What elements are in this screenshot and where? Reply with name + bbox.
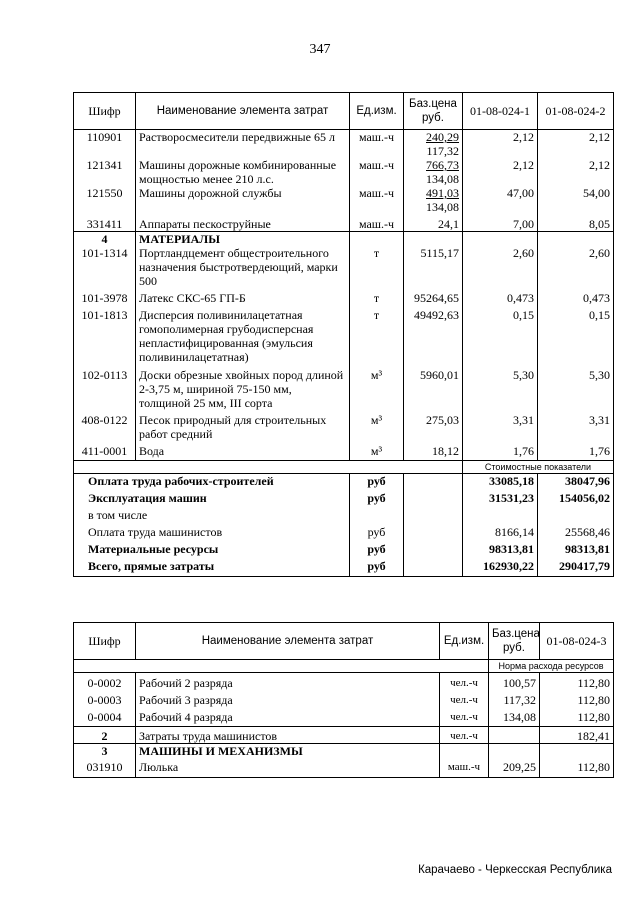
row-code: 411-0001 [81,444,128,458]
row-value-b: 0,473 [538,288,614,305]
page-number: 347 [309,42,331,57]
price-value: 491,03 [426,186,459,200]
row-price: 100,57 [489,673,540,691]
price-value-2: 117,32 [426,144,459,158]
row-price: 49492,63 [404,305,463,364]
row-price [489,727,540,744]
summary-row [74,508,614,525]
table-row [74,305,614,364]
row-value-a: 5,30 [463,364,538,410]
cost-caption-row [74,461,614,474]
price-value-2: 134,08 [426,172,459,186]
row-name: Рабочий 3 разряда [136,690,440,707]
row-unit: т [350,288,404,305]
summary-unit: руб [350,474,404,492]
header-unit: Ед.изм. [350,93,404,130]
row-value-b: 2,12 [538,158,614,186]
resource-table-1 [73,92,614,577]
summary-value-b: 154056,02 [538,491,614,508]
table-row [74,130,614,159]
row-value-b: 5,30 [538,364,614,410]
row-unit: маш.-ч [350,214,404,232]
row-value-a: 0,473 [463,288,538,305]
row-unit: маш.-ч [350,158,404,186]
row-unit: чел.-ч [440,673,489,691]
summary-name: Эксплуатация машин [88,491,207,505]
header-unit: Ед.изм. [440,623,489,660]
row-value-a: 112,80 [540,707,614,727]
row-code: 031910 [86,760,123,774]
row-value-b: 8,05 [538,214,614,232]
summary-unit: руб [350,491,404,508]
row-price: 209,25 [489,758,540,778]
table-row [74,673,614,691]
summary-row [74,474,614,492]
summary-unit: руб [350,542,404,559]
summary-unit: руб [350,559,404,577]
row-unit: маш.-ч [350,130,404,159]
row-price [404,186,463,214]
summary-value-a: 33085,18 [463,474,538,492]
header-col-a: 01-08-024-3 [540,623,614,660]
row-value-b: 2,12 [538,130,614,159]
row-value-a: 7,00 [463,214,538,232]
header-price: Баз.цена руб. [489,623,540,660]
row-price: 95264,65 [404,288,463,305]
row-code: 121341 [86,158,123,172]
row-price: 275,03 [404,410,463,441]
row-price [404,158,463,186]
row-value-b: 2,60 [538,246,614,288]
row-value-a: 47,00 [463,186,538,214]
row-value-a: 2,60 [463,246,538,288]
row-code: 121550 [86,186,123,200]
table-row [74,758,614,778]
row-unit: т [350,246,404,288]
summary-row [74,559,614,577]
price-value: 766,73 [426,158,459,172]
row-value-a: 1,76 [463,441,538,461]
row-code: 101-1314 [81,246,128,260]
summary-name: Оплата труда машинистов [88,525,223,539]
summary-value-a: 98313,81 [463,542,538,559]
row-name: Машины дорожные комбинированные мощностью менее 210 л.с. [136,158,350,186]
table-row [74,690,614,707]
row-unit: т [350,305,404,364]
row-code: 0-0002 [87,676,122,690]
row-unit: маш.-ч [440,758,489,778]
row-price: 5960,01 [404,364,463,410]
table-row [74,186,614,214]
footer-region: Карачаево - Черкесская Республика [418,864,612,876]
summary-row [74,525,614,542]
cost-caption: Стоимостные показатели [463,461,614,474]
row-value-a: 2,12 [463,130,538,159]
summary-unit: руб [350,525,404,542]
row-unit: м³ [350,441,404,461]
row-value-a: 112,80 [540,758,614,778]
summary-value-a: 31531,23 [463,491,538,508]
header-code: Шифр [74,93,136,130]
norm-caption-row [74,660,614,673]
row-value-b: 1,76 [538,441,614,461]
row-name: Песок природный для строительных работ средний [136,410,350,441]
section-row [74,232,614,247]
table-row [74,441,614,461]
section-row [74,744,614,759]
price-value: 240,29 [426,130,459,144]
row-value-a: 112,80 [540,690,614,707]
row-unit: чел.-ч [440,690,489,707]
row-code: 101-3978 [81,291,128,305]
table-row [74,727,614,744]
row-code: 2 [74,727,136,744]
summary-value-b: 25568,46 [538,525,614,542]
table-row [74,214,614,232]
row-price: 5115,17 [404,246,463,288]
row-name: Затраты труда машинистов [136,727,440,744]
row-code: 102-0113 [81,368,128,382]
summary-name: в том числе [88,508,148,522]
table-header-row [74,623,614,660]
row-value-a: 3,31 [463,410,538,441]
header-col-a: 01-08-024-1 [463,93,538,130]
row-name: Дисперсия поливинилацетатная гомополимерная грубодисперсная непластифицированная (эмульсия поливинилацетатная) [136,305,350,364]
row-value-a: 182,41 [540,727,614,744]
norm-caption: Норма расхода ресурсов [489,660,614,673]
row-unit: м³ [350,410,404,441]
row-name: Рабочий 2 разряда [136,673,440,691]
table-row [74,288,614,305]
section-title: МАТЕРИАЛЫ [136,232,350,247]
row-name: Машины дорожной службы [136,186,350,214]
row-code: 0-0003 [87,693,122,707]
row-price: 134,08 [489,707,540,727]
row-unit: чел.-ч [440,727,489,744]
row-price: 117,32 [489,690,540,707]
header-name: Наименование элемента затрат [136,93,350,130]
row-unit: чел.-ч [440,707,489,727]
price-value-2: 134,08 [426,200,459,214]
summary-value-a: 162930,22 [463,559,538,577]
table-header-row [74,93,614,130]
row-code: 0-0004 [87,710,122,724]
header-code: Шифр [74,623,136,660]
section-code: 3 [74,744,136,759]
resource-table-2 [73,622,614,778]
section-code: 4 [74,232,136,247]
row-name: Доски обрезные хвойных пород длиной 2-3,75 м, шириной 75-150 мм, толщиной 25 мм, III сорта [136,364,350,410]
row-value-b: 0,15 [538,305,614,364]
row-name: Растворосмесители передвижные 65 л [136,130,350,159]
summary-value-b: 290417,79 [538,559,614,577]
summary-value-a: 8166,14 [463,525,538,542]
row-name: Рабочий 4 разряда [136,707,440,727]
row-unit: маш.-ч [350,186,404,214]
row-price: 24,1 [404,214,463,232]
row-name: Вода [136,441,350,461]
header-col-b: 01-08-024-2 [538,93,614,130]
row-unit: м³ [350,364,404,410]
summary-row [74,542,614,559]
table-row [74,364,614,410]
row-price [404,130,463,159]
row-value-a: 112,80 [540,673,614,691]
table-row [74,707,614,727]
row-value-b: 54,00 [538,186,614,214]
row-code: 110901 [86,130,123,144]
section-title: МАШИНЫ И МЕХАНИЗМЫ [136,744,440,759]
table-row [74,158,614,186]
header-price: Баз.цена руб. [404,93,463,130]
row-value-b: 3,31 [538,410,614,441]
table-row [74,246,614,288]
summary-name: Оплата труда рабочих-строителей [74,474,350,492]
row-code: 408-0122 [81,413,128,427]
row-name: Аппараты пескоструйные [136,214,350,232]
row-value-a: 0,15 [463,305,538,364]
summary-name: Всего, прямые затраты [88,559,215,573]
summary-value-b: 98313,81 [538,542,614,559]
table-row [74,410,614,441]
summary-name: Материальные ресурсы [88,542,219,556]
row-name: Латекс СКС-65 ГП-Б [136,288,350,305]
summary-value-b: 38047,96 [538,474,614,492]
row-code: 331411 [86,217,123,231]
row-name: Портландцемент общестроительного назначения быстротвердеющий, марки 500 [136,246,350,288]
summary-row [74,491,614,508]
row-value-a: 2,12 [463,158,538,186]
row-name: Люлька [136,758,440,778]
row-price: 18,12 [404,441,463,461]
row-code: 101-1813 [81,308,128,322]
header-name: Наименование элемента затрат [136,623,440,660]
